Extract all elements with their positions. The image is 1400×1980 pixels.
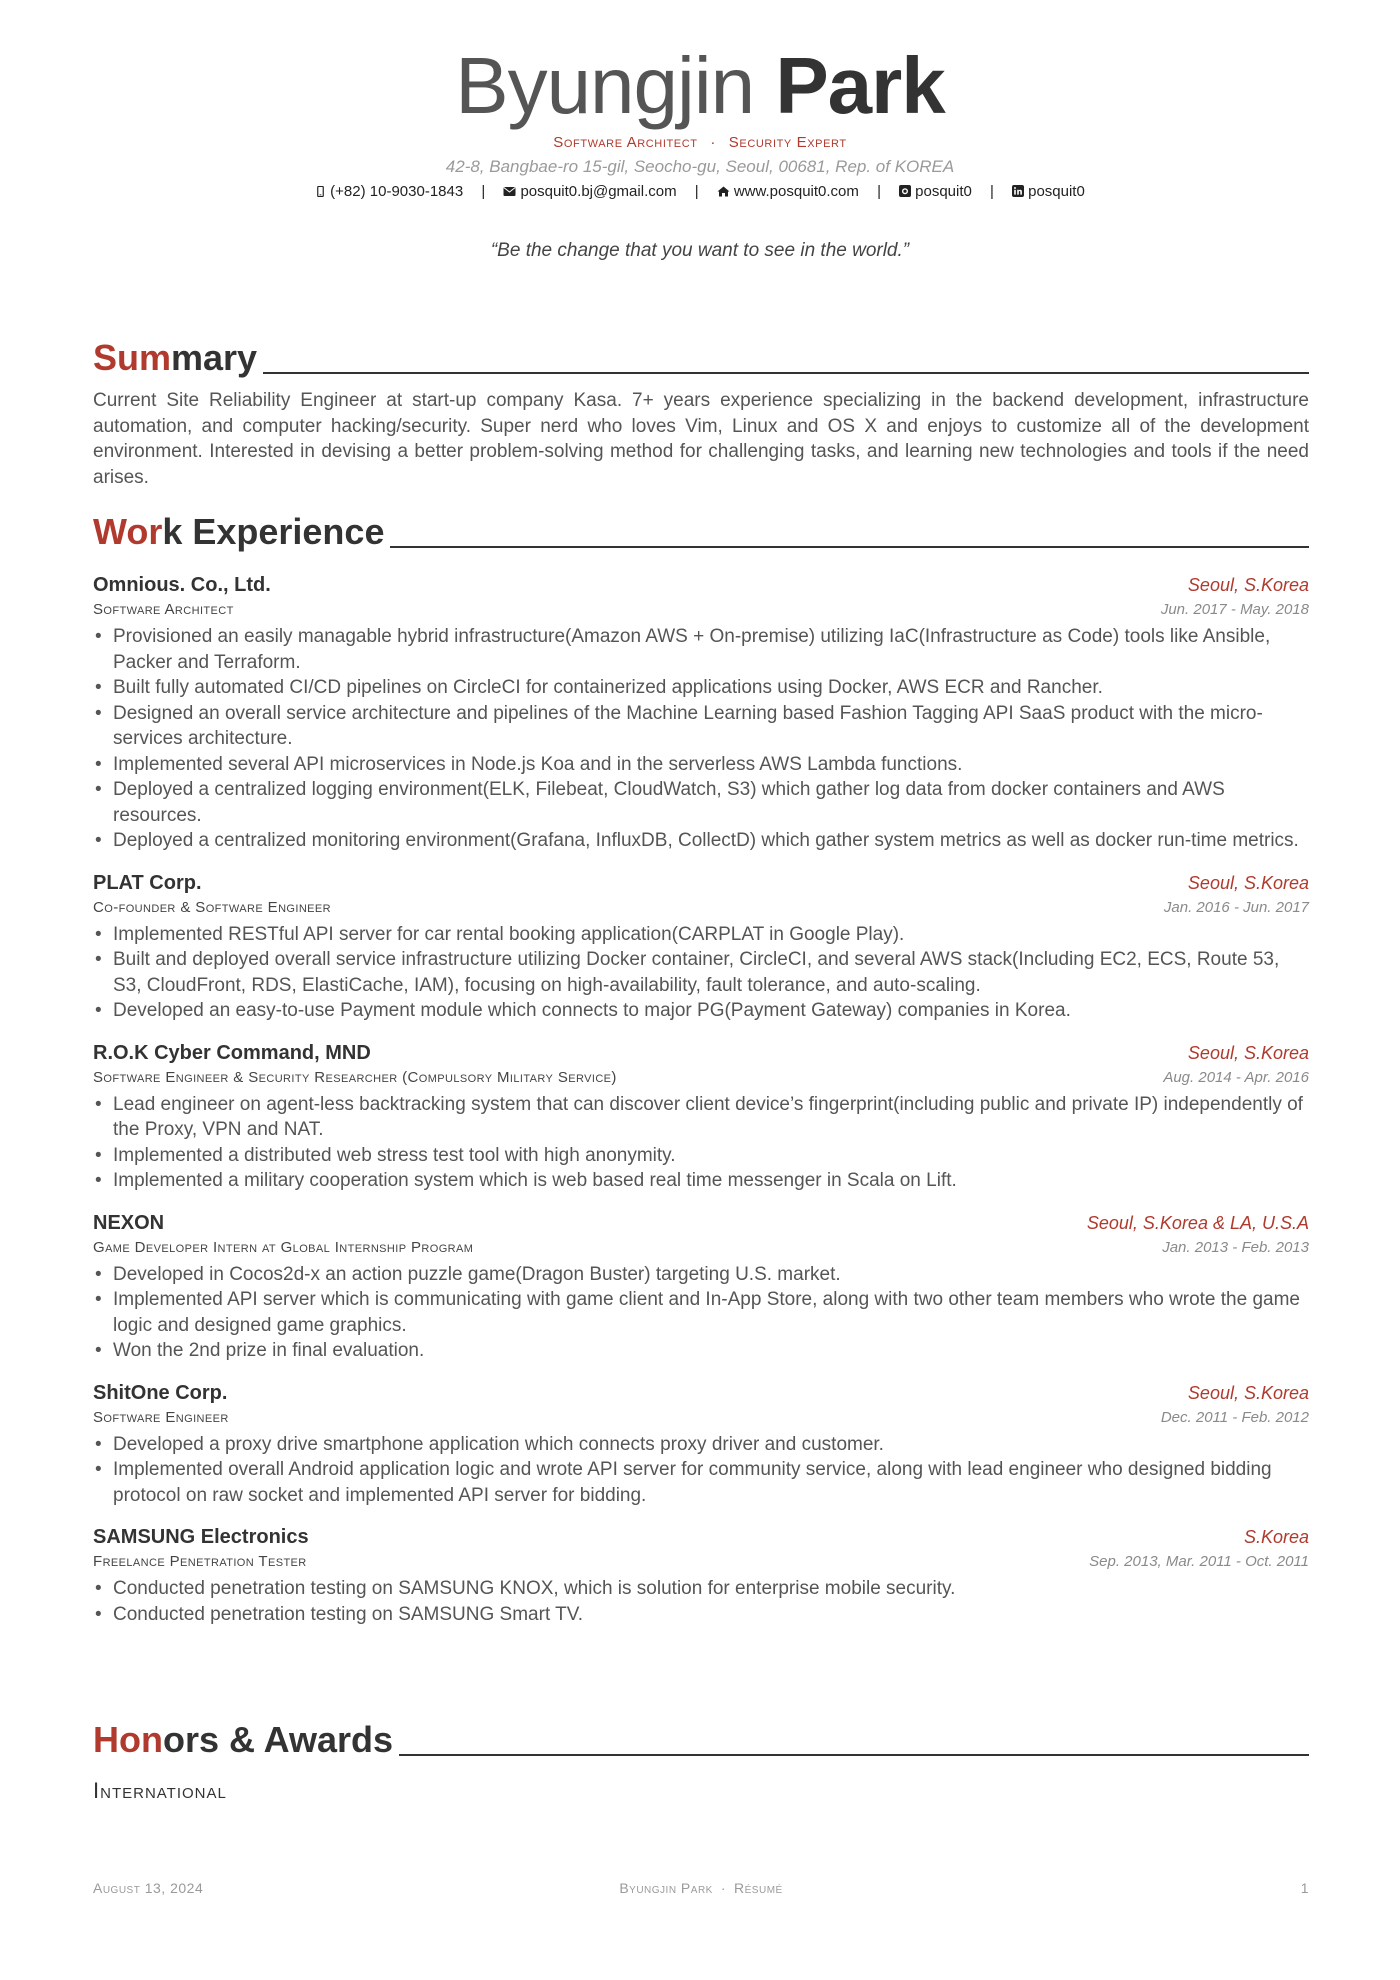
quote: “Be the change that you want to see in the world.” <box>490 240 910 261</box>
job-bullet: • Conducted penetration testing on SAMSUNG KNOX, which is solution for enterprise mobile security. <box>93 1576 1309 1602</box>
heading-rest: ors & Awards <box>162 1719 394 1760</box>
job-bullet: • Lead engineer on agent-less backtracking system that can discover client device’s fingerprint(including public and private IP) independently of the Proxy, VPN and NAT. <box>93 1092 1309 1143</box>
job-bullet: • Won the 2nd prize in final evaluation. <box>93 1338 1309 1364</box>
section-rule <box>390 546 1309 548</box>
footer-name: Byungjin Park <box>619 1880 713 1896</box>
home-icon <box>717 186 730 197</box>
job-bullets <box>93 1092 1309 1194</box>
job-bullets <box>93 624 1309 854</box>
experience-section <box>93 512 1309 1627</box>
job-role: Software Engineer & Security Researcher (Compulsory Military Service) <box>93 1068 617 1086</box>
footer-doc: Résumé <box>734 1880 783 1896</box>
job-bullet: • Developed in Cocos2d-x an action puzzle game(Dragon Buster) targeting U.S. market. <box>93 1262 1309 1288</box>
linkedin-icon <box>1012 185 1024 197</box>
job-organization: ShitOne Corp. <box>93 1381 228 1404</box>
contact-divider: | <box>694 183 699 200</box>
job-header <box>93 1526 1309 1549</box>
job-bullet: • Implemented overall Android application logic and wrote API server for community service, along with lead engineer who designed bidding protocol on raw socket and implemented API server for bidding. <box>93 1457 1309 1508</box>
job-bullet: • Deployed a centralized logging environment(ELK, Filebeat, CloudWatch, S3) which gather log data from docker containers and AWS resources. <box>93 777 1309 828</box>
job-subheader <box>93 1069 1309 1086</box>
section-title <box>93 512 1309 552</box>
last-name: Park <box>775 41 945 130</box>
section-heading <box>93 338 257 378</box>
job-role: Freelance Penetration Tester <box>93 1553 307 1570</box>
job-role: Game Developer Intern at Global Internship Program <box>93 1238 474 1256</box>
section-heading <box>93 1720 393 1760</box>
section-heading <box>93 512 384 552</box>
page-number: 1 <box>1300 1880 1309 1896</box>
job-bullets <box>93 1262 1309 1364</box>
job-location: S.Korea <box>1243 1527 1309 1547</box>
job-location: Seoul, S.Korea <box>1187 872 1309 893</box>
job-entry <box>93 1382 1309 1509</box>
job-organization: R.O.K Cyber Command, MND <box>93 1041 371 1064</box>
job-bullet: • Provisioned an easily managable hybrid infrastructure(Amazon AWS + On-premise) utilizing IaC(Infrastructure as Code) tools like Ansible, Packer and Terraform. <box>93 624 1309 675</box>
email-address: posquit0.bj@gmail.com <box>520 183 677 200</box>
position-line <box>0 134 1400 151</box>
job-bullet: • Implemented a military cooperation system which is web based real time messenger in Scala on Lift. <box>93 1168 1309 1194</box>
envelope-icon <box>503 186 516 197</box>
job-header <box>93 1042 1309 1065</box>
github-icon <box>899 185 911 197</box>
job-bullet: • Deployed a centralized monitoring environment(Grafana, InfluxDB, CollectD) which gather system metrics as well as docker run-time metrics. <box>93 828 1309 854</box>
honors-subheading: International <box>93 1778 227 1803</box>
section-rule <box>399 1754 1309 1756</box>
job-location: Seoul, S.Korea <box>1187 1382 1309 1403</box>
job-entry <box>93 574 1309 854</box>
contact-divider: | <box>481 183 486 200</box>
heading-rest: k Experience <box>162 511 385 552</box>
github-username: posquit0 <box>915 183 972 200</box>
job-bullet: • Implemented a distributed web stress test tool with high anonymity. <box>93 1143 1309 1169</box>
resume-header <box>0 40 1400 262</box>
website-url: www.posquit0.com <box>733 183 859 200</box>
job-bullets <box>93 1576 1309 1627</box>
contact-github[interactable] <box>899 183 972 200</box>
heading-highlight: Sum <box>93 337 172 378</box>
job-header <box>93 872 1309 895</box>
job-location: Seoul, S.Korea & LA, U.S.A <box>1086 1212 1309 1233</box>
linkedin-username: posquit0 <box>1028 183 1085 200</box>
contact-line <box>0 183 1400 200</box>
job-header <box>93 1382 1309 1405</box>
job-subheader <box>93 899 1309 916</box>
job-location: Seoul, S.Korea <box>1187 575 1309 595</box>
job-entry <box>93 872 1309 1024</box>
job-subheader <box>93 601 1309 618</box>
job-bullet: • Conducted penetration testing on SAMSUNG Smart TV. <box>93 1602 1309 1628</box>
job-date: Aug. 2014 - Apr. 2016 <box>1163 1068 1309 1086</box>
job-entry <box>93 1042 1309 1194</box>
contact-email[interactable] <box>503 183 676 200</box>
job-organization: NEXON <box>93 1211 165 1234</box>
job-bullets <box>93 922 1309 1024</box>
job-bullet: • Built fully automated CI/CD pipelines on CircleCI for containerized applications using Docker, AWS ECR and Rancher. <box>93 675 1309 701</box>
job-date: Jan. 2016 - Jun. 2017 <box>1163 898 1309 916</box>
job-subheader <box>93 1553 1309 1570</box>
footer-center <box>93 1880 1309 1896</box>
footer-separator: · <box>720 1880 727 1896</box>
summary-section <box>93 338 1309 490</box>
job-organization: SAMSUNG Electronics <box>93 1526 309 1548</box>
job-bullets <box>93 1432 1309 1509</box>
job-bullet: • Developed an easy-to-use Payment module which connects to major PG(Payment Gateway) companies in Korea. <box>93 998 1309 1024</box>
job-bullet: • Implemented API server which is communicating with game client and In-App Store, along with two other team members who wrote the game logic and designed game graphics. <box>93 1287 1309 1338</box>
job-entry <box>93 1526 1309 1627</box>
position-architect: Software Architect <box>553 134 698 151</box>
job-date: Sep. 2013, Mar. 2011 - Oct. 2011 <box>1089 1553 1309 1570</box>
job-entry <box>93 1212 1309 1364</box>
job-subheader <box>93 1239 1309 1256</box>
job-bullet: • Designed an overall service architecture and pipelines of the Machine Learning based Fashion Tagging API SaaS product with the micro-services architecture. <box>93 701 1309 752</box>
full-name <box>0 40 1400 132</box>
heading-highlight: Hon <box>93 1719 163 1760</box>
job-role: Software Architect <box>93 601 234 618</box>
heading-highlight: Wor <box>93 511 163 552</box>
job-date: Jan. 2013 - Feb. 2013 <box>1162 1238 1309 1256</box>
mobile-icon <box>315 186 326 197</box>
section-title <box>93 1720 1309 1760</box>
job-header <box>93 1212 1309 1235</box>
contact-divider: | <box>877 183 881 200</box>
job-bullet: • Implemented several API microservices in Node.js Koa and in the serverless AWS Lambda functions. <box>93 752 1309 778</box>
job-bullet: • Implemented RESTful API server for car rental booking application(CARPLAT in Google Play). <box>93 922 1309 948</box>
phone-number: (+82) 10-9030-1843 <box>330 183 464 200</box>
heading-rest: mary <box>171 337 258 378</box>
job-date: Jun. 2017 - May. 2018 <box>1160 601 1309 618</box>
contact-linkedin[interactable] <box>1012 183 1085 200</box>
position-security: Security Expert <box>728 134 847 151</box>
job-bullet: • Developed a proxy drive smartphone application which connects proxy driver and customer. <box>93 1432 1309 1458</box>
job-role: Co-founder & Software Engineer <box>93 898 331 916</box>
section-title <box>93 338 1309 378</box>
job-organization: PLAT Corp. <box>93 871 202 894</box>
job-subheader <box>93 1409 1309 1426</box>
job-role: Software Engineer <box>93 1408 229 1426</box>
summary-text: Current Site Reliability Engineer at start-up company Kasa. 7+ years experience specializing in the backend development, infrastructure automation, and computer hacking/security. Super nerd who loves Vim, Linux and OS X and enjoys to customize all of the development environment. Interested in devising a better problem-solving method for challenging tasks, and learning new technologies and tools if the need arises. <box>93 390 1309 488</box>
address: 42-8, Bangbae-ro 15-gil, Seocho-gu, Seoul, 00681, Rep. of KOREA <box>445 157 955 176</box>
job-date: Dec. 2011 - Feb. 2012 <box>1160 1408 1309 1426</box>
job-location: Seoul, S.Korea <box>1187 1042 1309 1063</box>
job-bullet: • Built and deployed overall service infrastructure utilizing Docker container, CircleCI, and several AWS stack(Including EC2, ECS, Route 53, S3, CloudFront, RDS, ElastiCache, IAM), focusing on high-availability, fault tolerance, and auto-scaling. <box>93 947 1309 998</box>
section-rule <box>263 372 1309 374</box>
job-organization: Omnious. Co., Ltd. <box>93 574 271 596</box>
position-separator: · <box>710 134 716 151</box>
first-name: Byungjin <box>455 41 755 130</box>
contact-website[interactable] <box>717 183 859 200</box>
honors-section <box>93 1720 1309 1804</box>
job-header <box>93 574 1309 597</box>
job-list <box>93 574 1309 1627</box>
footer-date: August 13, 2024 <box>93 1880 204 1896</box>
contact-divider: | <box>990 183 994 200</box>
contact-phone[interactable] <box>315 183 463 200</box>
